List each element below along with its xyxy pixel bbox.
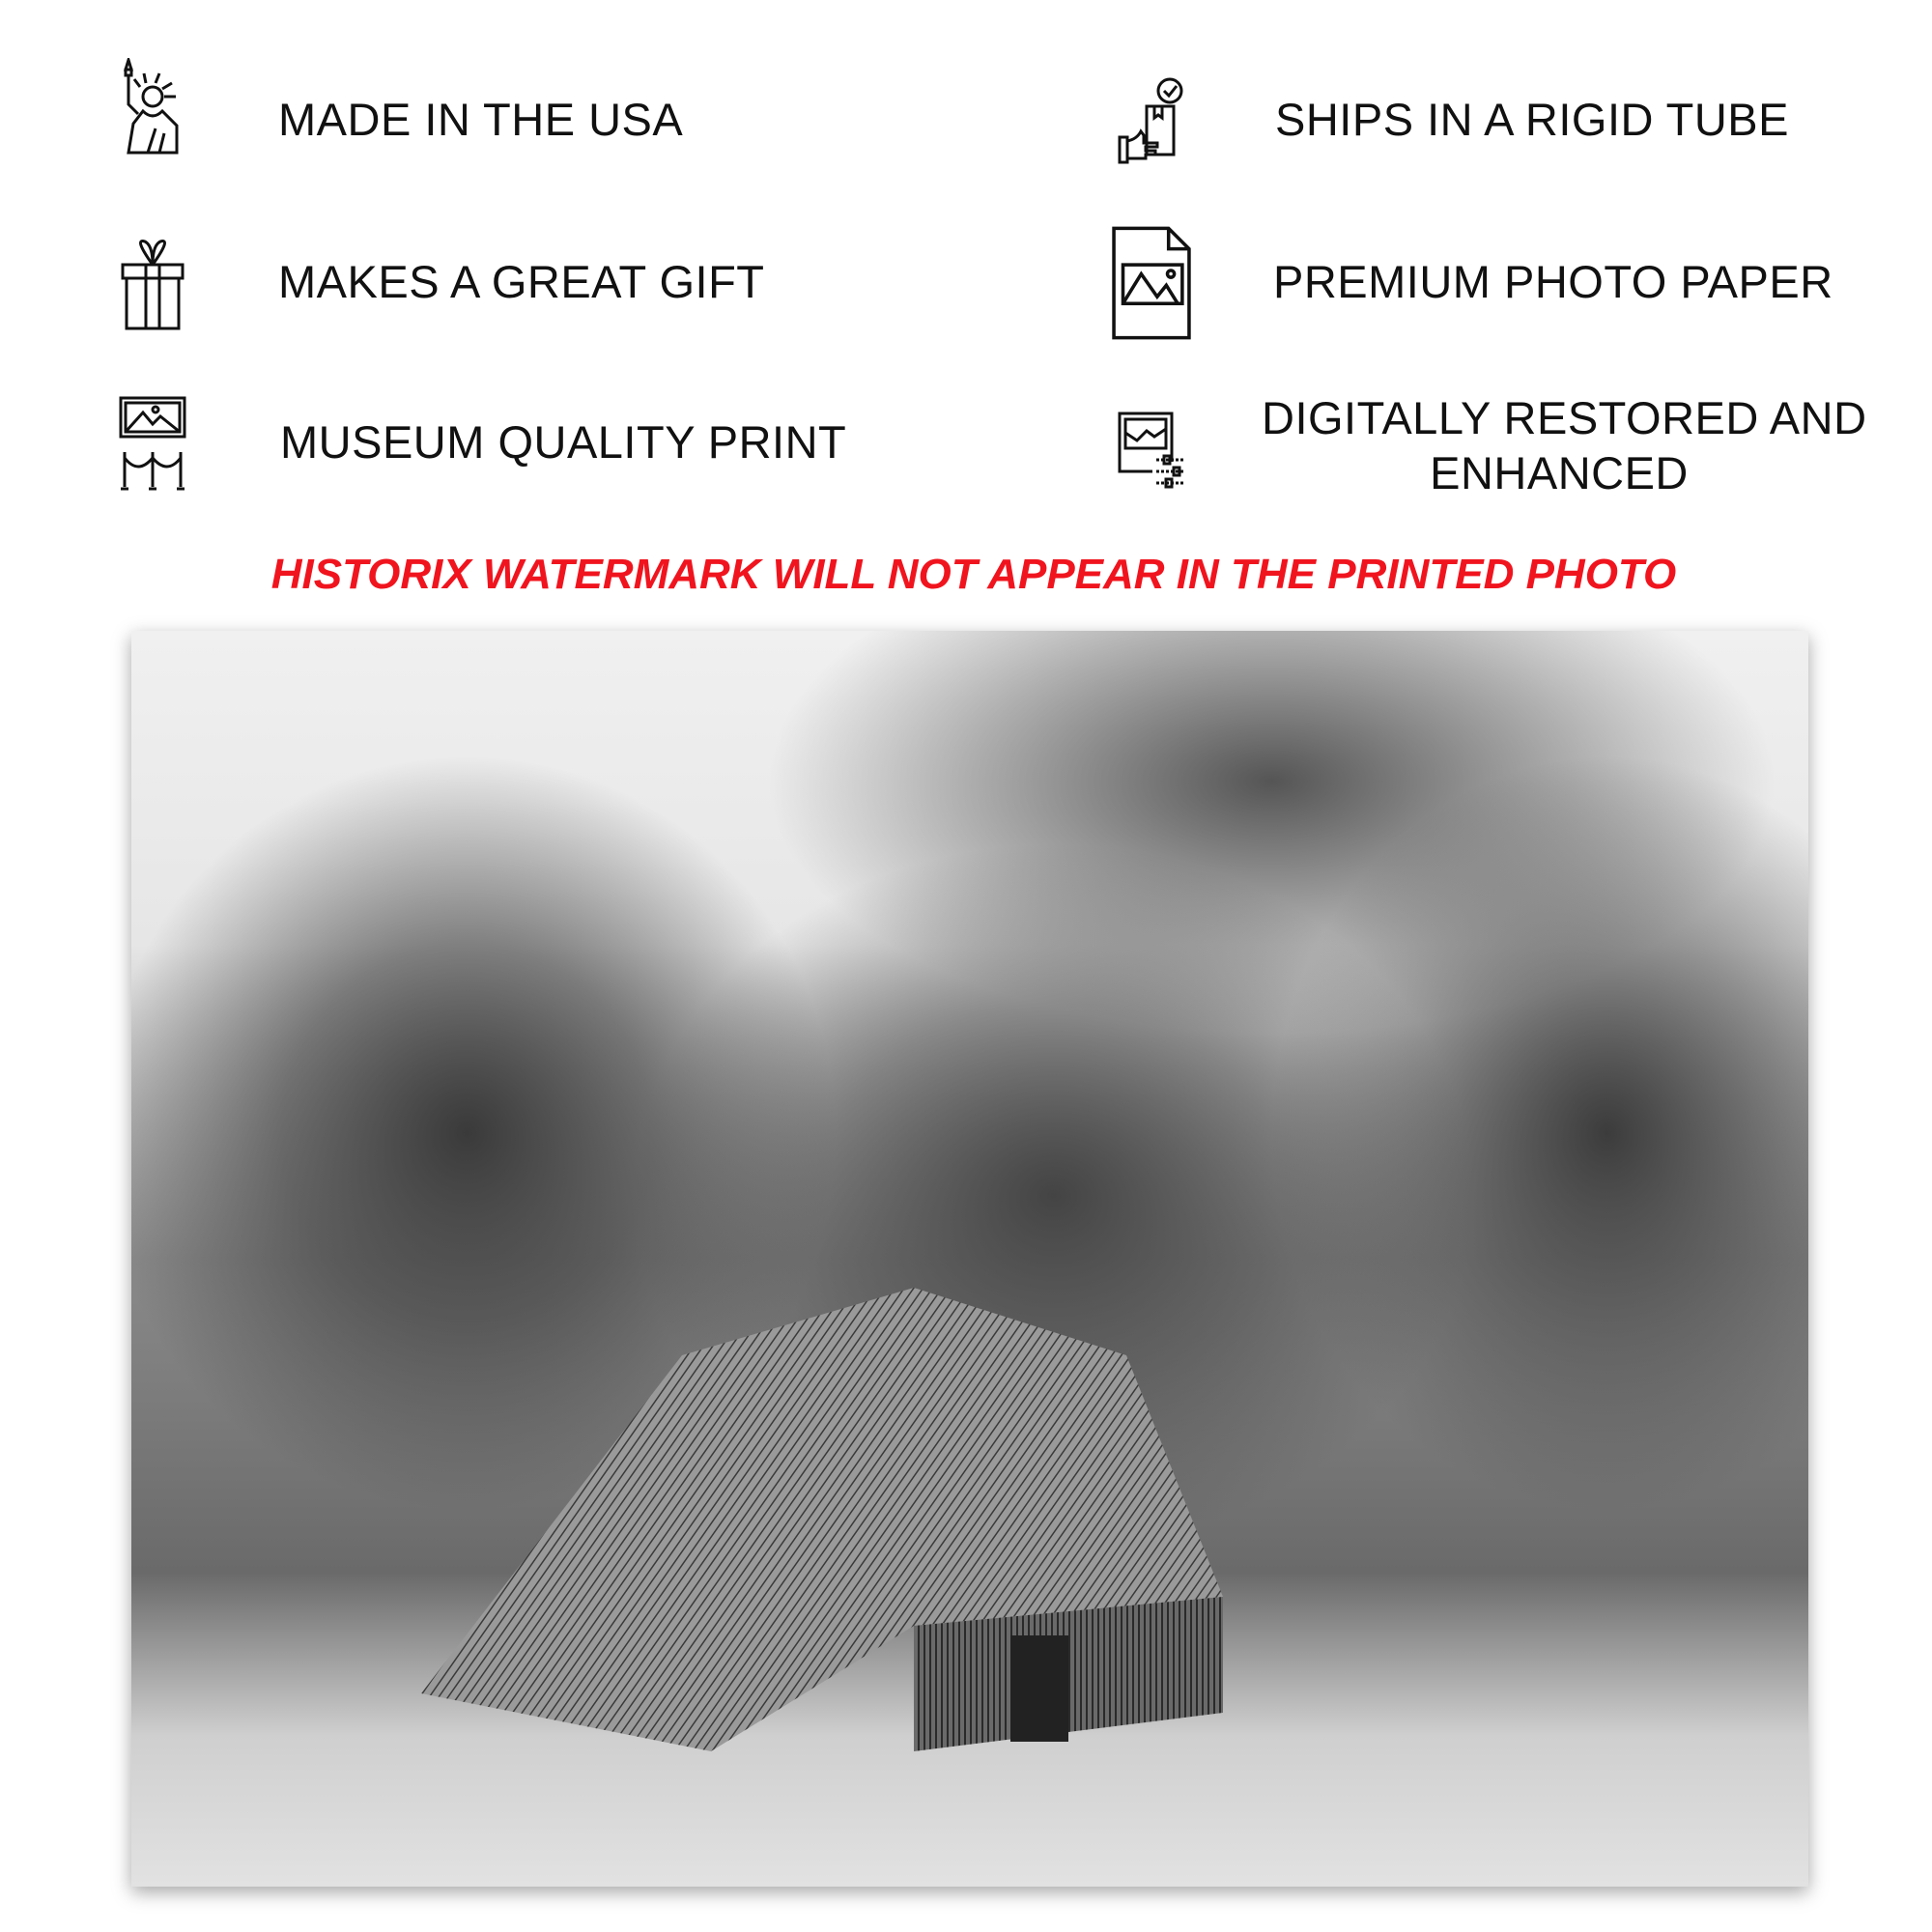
makes-great-gift-label: MAKES A GREAT GIFT	[278, 256, 765, 307]
museum-frame-icon	[108, 396, 197, 493]
watermark-notice: HISTORIX WATERMARK WILL NOT APPEAR IN THE PRINTED PHOTO	[270, 551, 1677, 598]
digitally-restored-line1: DIGITALLY RESTORED AND	[1262, 392, 1867, 443]
statue-of-liberty-icon	[108, 58, 197, 155]
package-hand-check-icon	[1107, 73, 1196, 170]
ships-rigid-tube-label: SHIPS IN A RIGID TUBE	[1275, 94, 1789, 145]
gift-icon	[108, 236, 197, 332]
product-photo	[131, 631, 1808, 1887]
digitally-restored-label	[1262, 390, 1867, 500]
digitally-restored-line2: ENHANCED	[1430, 447, 1689, 498]
museum-quality-label: MUSEUM QUALITY PRINT	[280, 416, 847, 468]
thatched-hut-illustration	[373, 1210, 1242, 1751]
image-adjust-icon	[1107, 404, 1196, 500]
photo-file-icon	[1107, 226, 1196, 340]
premium-photo-paper-label: PREMIUM PHOTO PAPER	[1273, 256, 1833, 307]
made-in-usa-label: MADE IN THE USA	[278, 94, 684, 145]
